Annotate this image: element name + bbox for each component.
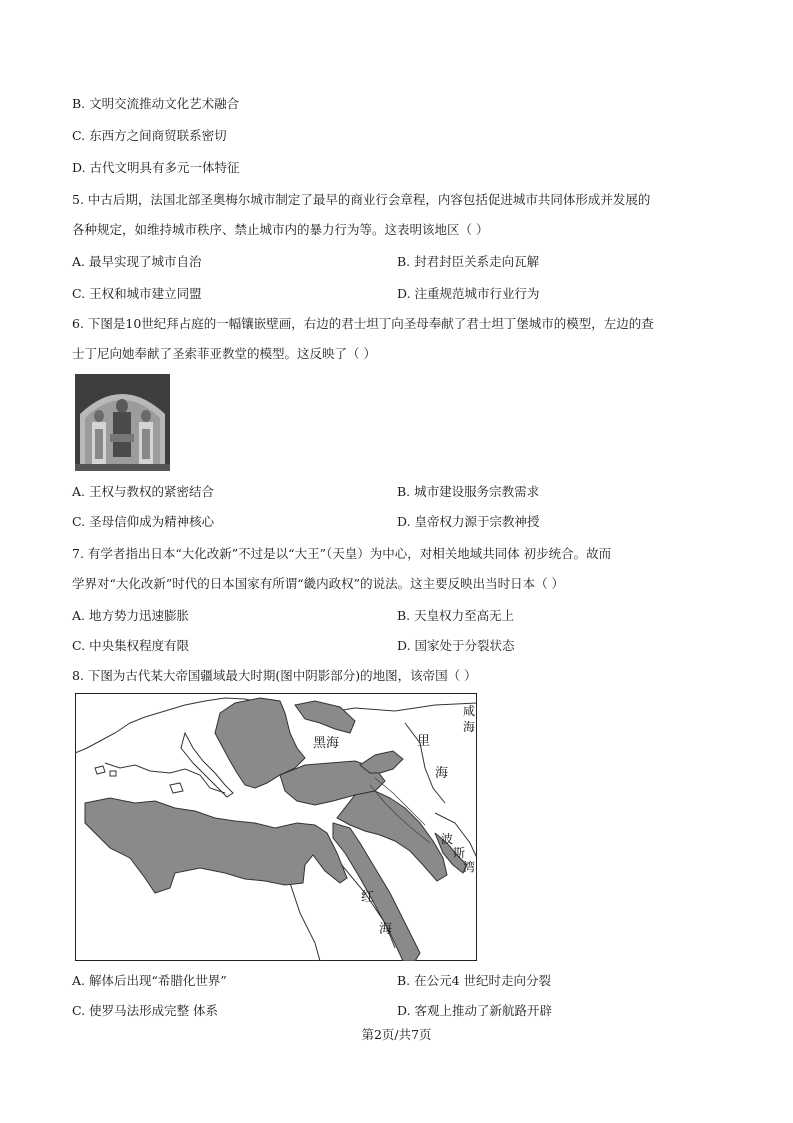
- map-label-persian-2: 斯: [453, 846, 466, 860]
- mosaic-image: [75, 374, 170, 471]
- q5-option-d: D. 注重规范城市行业行为: [397, 286, 540, 301]
- q5-option-c: C. 王权和城市建立同盟: [72, 286, 202, 301]
- q6-option-b: B. 城市建设服务宗教需求: [397, 484, 540, 499]
- map-label-aral-2: 海: [463, 720, 476, 734]
- q8-option-b: B. 在公元4 世纪时走向分裂: [397, 973, 552, 988]
- map-label-caspian-2: 海: [435, 766, 449, 781]
- q7-stem-line2: 学界对“大化改新”时代的日本国家有所谓“畿内政权”的说法。这主要反映出当时日本（ ）: [72, 576, 565, 591]
- q8-option-a: A. 解体后出现“希腊化世界”: [72, 973, 227, 988]
- q5-option-b: B. 封君封臣关系走向瓦解: [397, 254, 540, 269]
- q8-option-d: D. 客观上推动了新航路开辟: [397, 1003, 553, 1018]
- q7-option-d: D. 国家处于分裂状态: [397, 638, 515, 653]
- empire-map: [75, 693, 477, 961]
- q6-option-d: D. 皇帝权力源于宗教神授: [397, 514, 540, 529]
- q7-option-a: A. 地方势力迅速膨胀: [72, 608, 189, 623]
- q7-option-c: C. 中央集权程度有限: [72, 638, 190, 653]
- q6-stem-line2: 士丁尼向她奉献了圣索菲亚教堂的模型。这反映了（ ）: [72, 346, 376, 361]
- q8-option-c: C. 使罗马法形成完整 体系: [72, 1003, 219, 1018]
- q7-stem-line1: 7. 有学者指出日本“大化改新”不过是以“大王”（天皇）为中心，对相关地域共同体 初步统合。故而: [72, 546, 612, 561]
- map-label-aral-1: 咸: [463, 704, 476, 718]
- q5-stem-line1: 5. 中古后期，法国北部圣奥梅尔城市制定了最早的商业行会章程，内容包括促进城市共同体形成并发展的: [72, 192, 651, 207]
- map-label-black-sea: 黑海: [313, 736, 340, 751]
- q5-stem-line2: 各种规定，如维持城市秩序、禁止城市内的暴力行为等。这表明该地区（ ）: [72, 222, 489, 237]
- q6-stem-line1: 6. 下图是10世纪拜占庭的一幅镶嵌壁画，右边的君士坦丁向圣母奉献了君士坦丁堡城市的模型，左边的查: [72, 316, 654, 331]
- q6-option-c: C. 圣母信仰成为精神核心: [72, 514, 215, 529]
- q8-stem: 8. 下图为古代某大帝国疆域最大时期(图中阴影部分)的地图，该帝国（ ）: [72, 668, 477, 683]
- page-footer: 第2页/共7页: [361, 1027, 432, 1042]
- q5-option-a: A. 最早实现了城市自治: [72, 254, 202, 269]
- map-label-red-2: 海: [379, 922, 393, 937]
- q4-option-d: D. 古代文明具有多元一体特征: [72, 160, 240, 175]
- q4-option-c: C. 东西方之间商贸联系密切: [72, 128, 227, 143]
- map-label-persian-3: 湾: [463, 860, 476, 874]
- map-label-persian-1: 波: [441, 832, 454, 846]
- q6-option-a: A. 王权与教权的紧密结合: [72, 484, 214, 499]
- map-label-caspian-1: 里: [417, 734, 431, 749]
- map-label-red-1: 红: [361, 890, 375, 905]
- q4-option-b: B. 文明交流推动文化艺术融合: [72, 96, 240, 111]
- q7-option-b: B. 天皇权力至高无上: [397, 608, 515, 623]
